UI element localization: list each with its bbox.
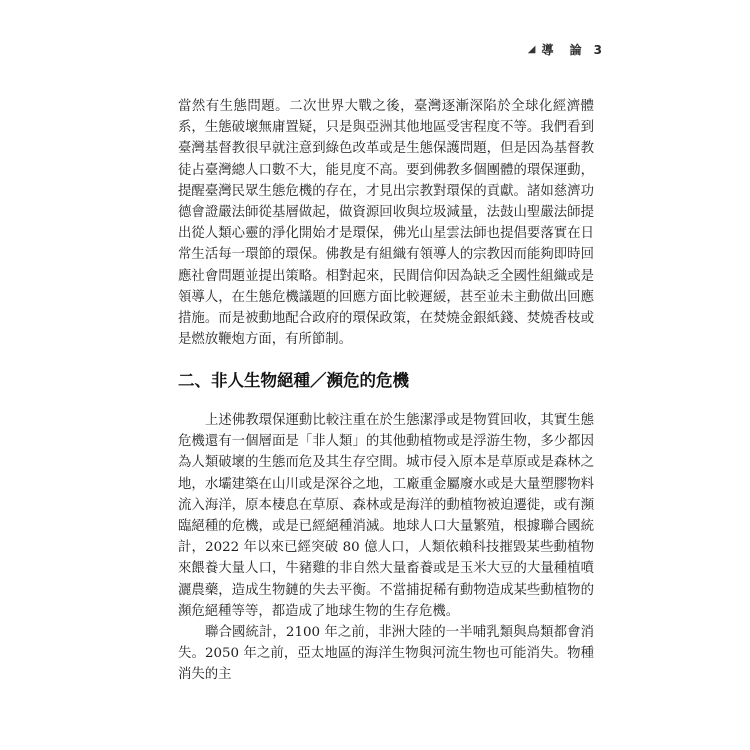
paragraph-continued: 當然有生態問題。二次世界大戰之後，臺灣逐漸深陷於全球化經濟體系，生態破壞無庸置疑，只是與亞洲其他地區受害程度不等。我們看到臺灣基督教很早就注意到綠色改革或是生態保護問題，但是因為基督教徒占臺灣總人口數不大，能見度不高。要到佛教多個團體的環保運動，提醒臺灣民眾生態危機的存在，才見出宗教對環保的貢獻。諸如慈濟功德會證嚴法師從基層做起，做資源回收與垃圾減量，法鼓山聖嚴法師提出從人類心靈的淨化開始才是環保，佛光山星雲法師也提倡要落實在日常生活每一環節的環保。佛教是有組織有領導人的宗教因而能夠即時回應社會問題並提出策略。相對起來，民間信仰因為缺乏全國性組織或是領導人，在生態危機議題的回應方面比較遲緩，甚至並未主動做出回應措施。而是被動地配合政府的環保政策，在焚燒金銀紙錢、焚燒香枝或是燃放鞭炮方面，有所節制。 [178,99,594,348]
running-head-title: 導 論 [541,43,588,57]
body-text-bottom [178,410,594,686]
page-number: 3 [593,42,602,57]
paragraph: 上述佛教環保運動比較注重在於生態潔淨或是物質回收，其實生態危機還有一個層面是「非人類」的其他動植物或是浮游生物，多少都因為人類破壞的生態而危及其生存空間。城市侵入原本是草原或是森林之地，水壩建築在山川或是深谷之地，工廠重金屬廢水或是大量塑膠物料流入海洋，原本棲息在草原、森林或是海洋的動植物被迫遷徙，或有瀕臨絕種的危機，或是已經絕種消滅。地球人口大量繁殖，根據聯合國統計，2022 年以來已經突破 80 億人口，人類依賴科技摧毀某些動植物來餵養大量人口，牛豬雞的非自然大量畜養或是玉米大豆的大量種植噴灑農藥，造成生物鏈的失去平衡。不當捕捉稀有動物造成某些動植物的瀕危絕種等等，都造成了地球生物的生存危機。 [178,413,594,619]
triangle-marker-icon: ◢ [527,44,536,55]
running-head [528,41,602,58]
paragraph: 聯合國統計，2100 年之前，非洲大陸的一半哺乳類與鳥類都會消失。2050 年之前，亞太地區的海洋生物與河流生物也可能消失。物種消失的主 [178,625,594,683]
section-heading: 二、非人生物絕種／瀕危的危機 [178,371,409,390]
body-text-top [178,96,594,350]
